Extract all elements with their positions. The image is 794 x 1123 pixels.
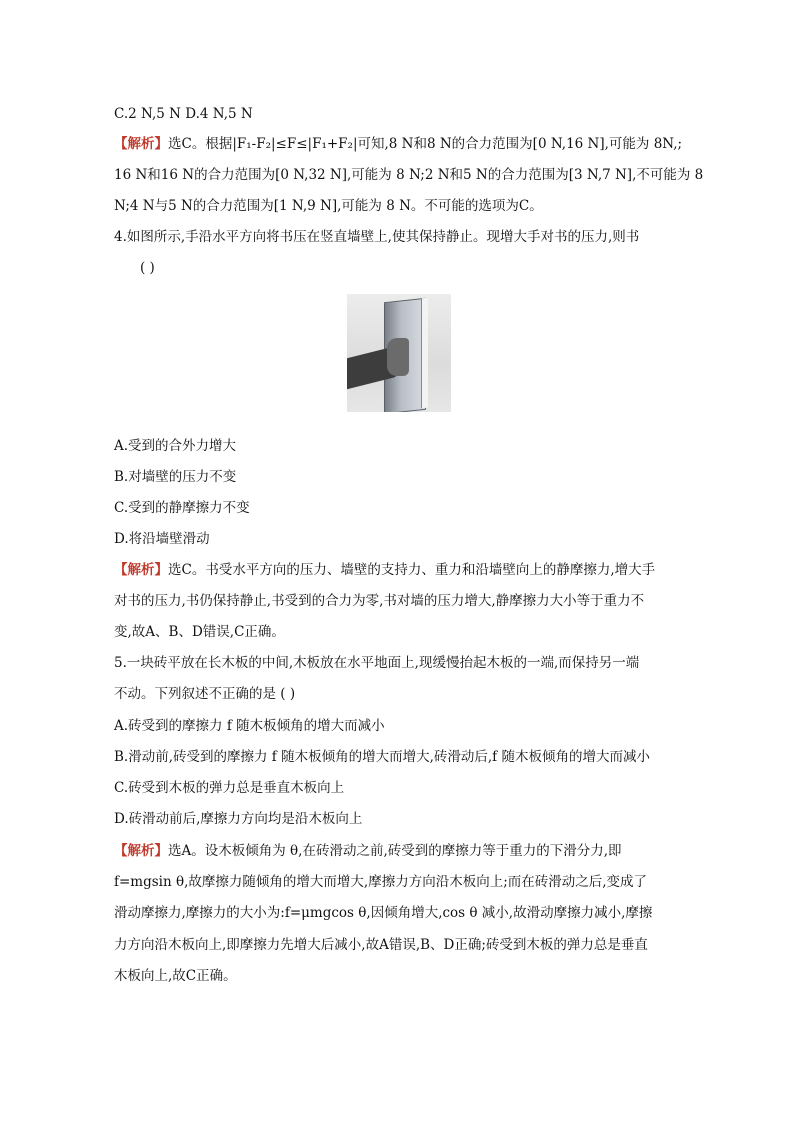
text-span: 选C。书受水平方向的压力、墙壁的支持力、重力和沿墙壁向上的静摩擦力,增大手 [168, 562, 656, 578]
option-b: B.滑动前,砖受到的摩擦力 f 随木板倾角的增大而增大,砖滑动后,f 随木板倾角的增大而减小 [114, 749, 650, 765]
text-line: 木板向上,故C正确。 [114, 968, 237, 984]
text-line: f=mgsin θ,故摩擦力随倾角的增大而增大,摩擦力方向沿木板向上;而在砖滑动之后,变成了 [114, 874, 648, 890]
text-line: 对书的压力,书仍保持静止,书受到的合力为零,书对墙的压力增大,静摩擦力大小等于重力不 [114, 593, 645, 609]
text-line: 不动。下列叙述不正确的是 ( ) [114, 686, 296, 702]
option-a: A.砖受到的摩擦力 f 随木板倾角的增大而减小 [114, 718, 385, 734]
option-a: A.受到的合外力增大 [114, 438, 237, 454]
text-span: 选A。设木板倾角为 θ,在砖滑动之前,砖受到的摩擦力等于重力的下滑分力,即 [168, 843, 622, 859]
analysis-line [114, 841, 622, 861]
text-line: 滑动摩擦力,摩擦力的大小为:f=μmgcos θ,因倾角增大,cos θ 减小,故滑动摩擦力减小,摩擦 [114, 905, 653, 921]
answer-paren: ( ) [140, 260, 155, 276]
hand-shape [387, 338, 409, 376]
text-line: N;4 N与5 N的合力范围为[1 N,9 N],可能为 8 N。不可能的选项为C。 [114, 198, 543, 214]
text-line: C.2 N,5 N D.4 N,5 N [114, 106, 253, 122]
book-on-wall-photo [347, 294, 451, 412]
analysis-line [114, 134, 682, 154]
question-5: 5.一块砖平放在长木板的中间,木板放在水平地面上,现缓慢抬起木板的一端,而保持另一端 [114, 655, 640, 671]
option-b: B.对墙壁的压力不变 [114, 469, 237, 485]
text-span: 选C。根据|F₁-F₂|≤F≤|F₁+F₂|可知,8 N和8 N的合力范围为[0 N,16 N],可能为 8N,; [168, 136, 683, 152]
analysis-label: 【解析】 [114, 136, 168, 152]
analysis-line [114, 560, 655, 580]
book-edge-shape [421, 298, 428, 409]
text-line: 力方向沿木板向上,即摩擦力先增大后减小,故A错误,B、D正确;砖受到木板的弹力总是垂直 [114, 937, 648, 953]
analysis-label: 【解析】 [114, 843, 168, 859]
option-d: D.砖滑动前后,摩擦力方向均是沿木板向上 [114, 811, 363, 827]
question-4: 4.如图所示,手沿水平方向将书压在竖直墙壁上,使其保持静止。现增大手对书的压力,则书 [114, 229, 640, 245]
text-line: 16 N和16 N的合力范围为[0 N,32 N],可能为 8 N;2 N和5 N的合力范围为[3 N,7 N],不可能为 8 [114, 167, 704, 183]
option-c: C.受到的静摩擦力不变 [114, 500, 250, 516]
text-line: 变,故A、B、D错误,C正确。 [114, 624, 285, 640]
option-c: C.砖受到木板的弹力总是垂直木板向上 [114, 780, 345, 796]
option-d: D.将沿墙壁滑动 [114, 531, 210, 547]
analysis-label: 【解析】 [114, 562, 168, 578]
